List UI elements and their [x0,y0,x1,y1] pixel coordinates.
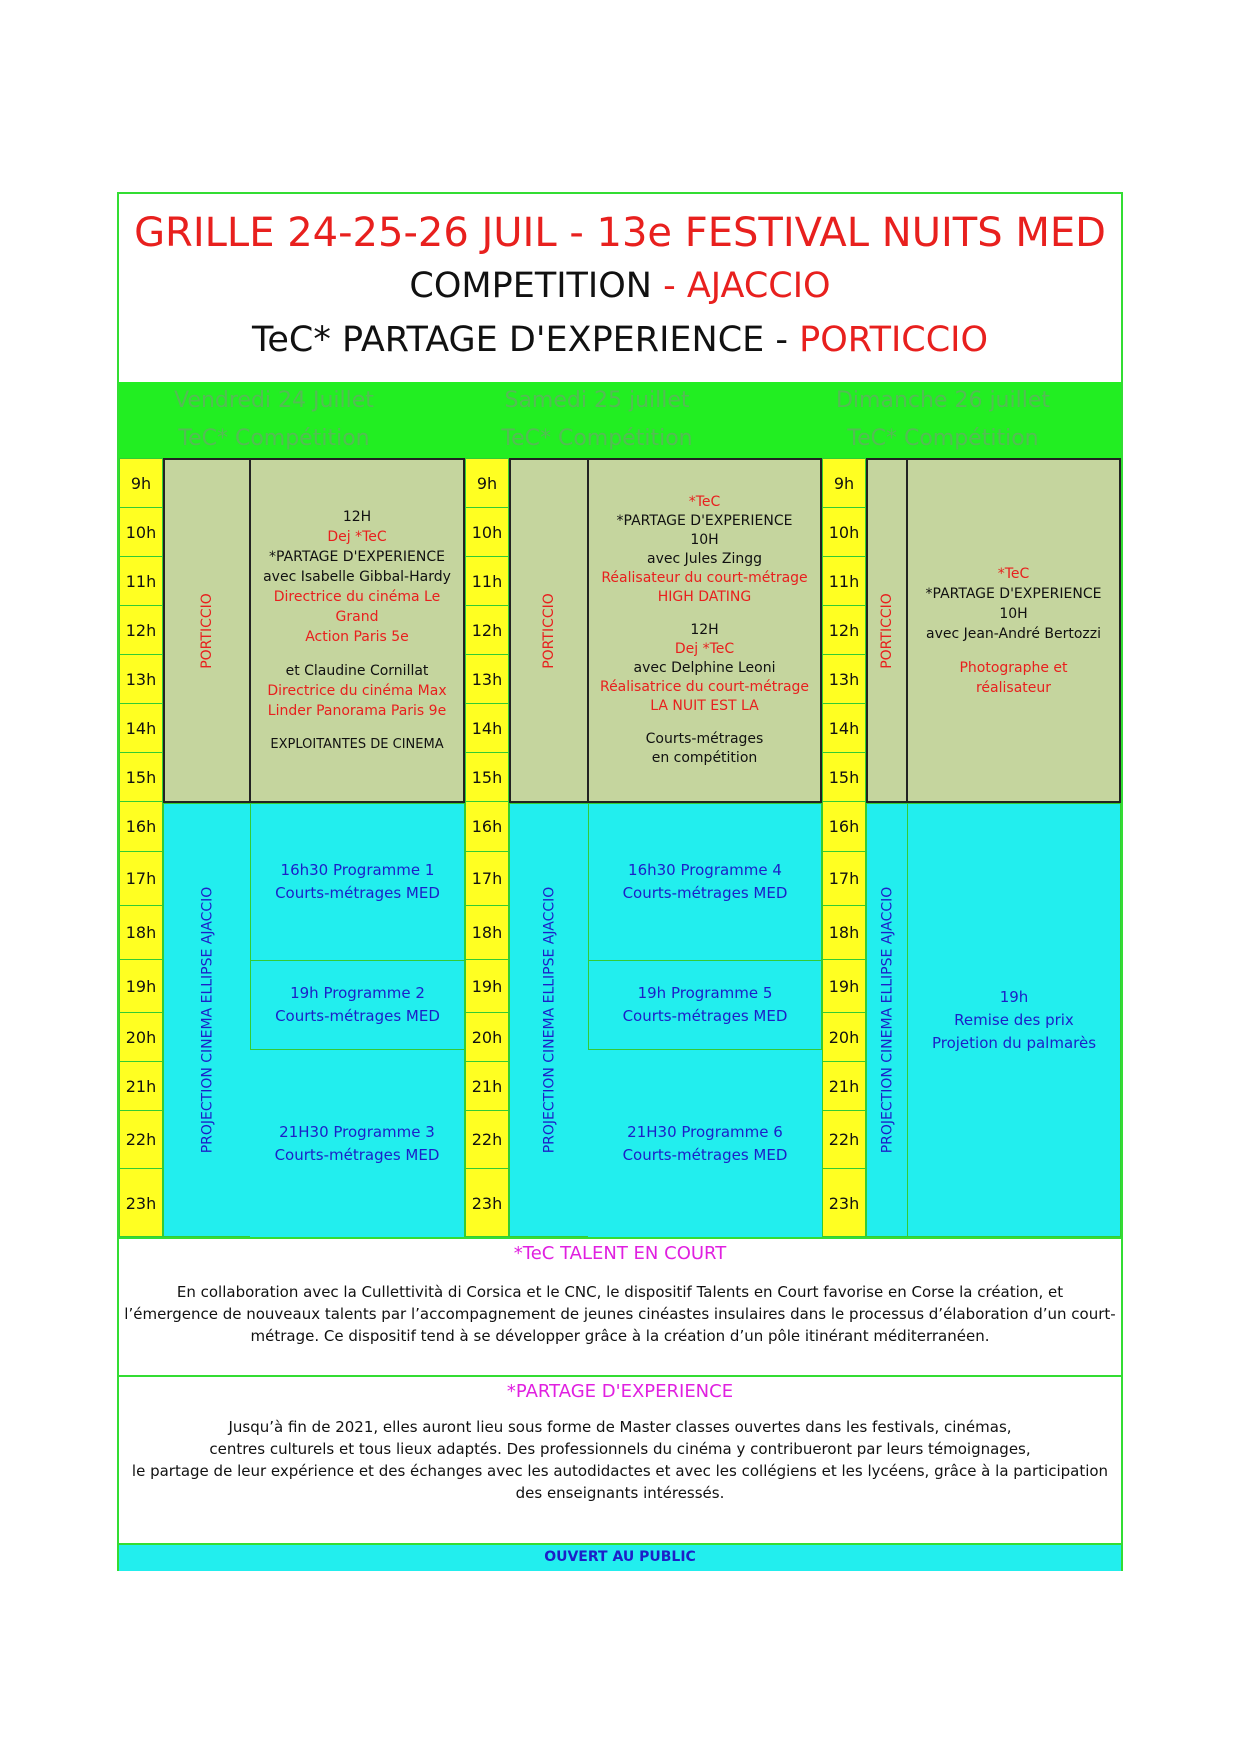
friday-venue-porticcio: PORTICCIO [163,458,251,803]
friday-programme-3: 21H30 Programme 3 Courts-métrages MED [250,1050,465,1237]
friday-venue-projection: PROJECTION CINEMA ELLIPSE AJACCIO [163,803,251,1237]
friday-partage-block: 12H Dej *TeC *PARTAGE D'EXPERIENCE avec Isabelle Gibbal-Hardy Directrice du cinéma Le Grand Action Paris 5e et Claudine Cornillat Directrice du cinéma Max Linder Panorama Paris 9e EXPLOITANTES DE CINEMA [249,458,465,803]
friday-programme-2: 19h Programme 2 Courts-métrages MED [250,960,465,1050]
talent-heading: *TeC TALENT EN COURT [513,1243,727,1264]
sunday-partage-block: *TeC *PARTAGE D'EXPERIENCE 10H avec Jean-André Bertozzi Photographe et réalisateur [906,458,1121,803]
saturday-programme-5: 19h Programme 5 Courts-métrages MED [588,960,822,1050]
schedule-frame [117,192,1123,1571]
day-header-friday: Vendredi 24 Juillet TeC* Compétition [174,388,374,451]
day-header-saturday: Samedi 25 juillet TeC* Compétition [501,388,693,451]
hours-column-saturday: 9h 10h 11h 12h 13h 14h 15h 16h 17h 18h 19h 20h 21h 22h 23h [465,458,509,1237]
sunday-venue-porticcio: PORTICCIO [866,458,908,803]
subtitle-competition: COMPETITION - AJACCIO [409,266,831,306]
talent-en-court-section: *TeC TALENT EN COURT En collaboration avec la Cullettività di Corsica et le CNC, le dispositif Talents en Court favorise en Corse la création, et l’émergence de nouveaux talents par l’accompagnement de jeunes cinéastes insulaires dans le processus d’élaboration d’un court- métrage. Ce dispositif tend à se développer grâce à la création d’un pôle itinérant méditerranéen. [119,1237,1121,1377]
partage-heading: *PARTAGE D'EXPERIENCE [506,1381,734,1402]
partage-experience-section: *PARTAGE D'EXPERIENCE Jusqu’à fin de 2021, elles auront lieu sous forme de Master classes ouvertes dans les festivals, cinémas, centres culturels et tous lieux adaptés. Des professionnels du cinéma y contribueront par leurs témoignages, le partage de leur expérience et des échanges avec les autodidactes et avec les collégiens et les lycéens, grâce à la participation des enseignants intéressés. [119,1375,1121,1545]
day-header-sunday: Dimanche 26 juillet TeC* Compétition [835,388,1051,451]
subtitle-partage: TeC* PARTAGE D'EXPERIENCE - PORTICCIO [251,320,989,360]
saturday-venue-projection: PROJECTION CINEMA ELLIPSE AJACCIO [509,803,589,1237]
main-title: GRILLE 24-25-26 JUIL - 13e FESTIVAL NUITS MED [134,210,1106,256]
saturday-programme-6: 21H30 Programme 6 Courts-métrages MED [588,1050,822,1237]
sunday-venue-projection: PROJECTION CINEMA ELLIPSE AJACCIO [866,803,908,1237]
day-header-band [119,382,1121,458]
saturday-venue-porticcio: PORTICCIO [509,458,589,803]
hours-column-friday: 9h 10h 11h 12h 13h 14h 15h 16h 17h 18h 19h 20h 21h 22h 23h [119,458,163,1237]
sunday-award-ceremony: 19h Remise des prix Projetion du palmarès [907,803,1121,1237]
friday-programme-1: 16h30 Programme 1 Courts-métrages MED [250,803,465,961]
saturday-programme-4: 16h30 Programme 4 Courts-métrages MED [588,803,822,961]
saturday-partage-block: *TeC *PARTAGE D'EXPERIENCE 10H avec Jules Zingg Réalisateur du court-métrage HIGH DATING 12H Dej *TeC avec Delphine Leoni Réalisatrice du court-métrage LA NUIT EST LA Courts-métrages en compétition [587,458,822,803]
hours-column-sunday: 9h 10h 11h 12h 13h 14h 15h 16h 17h 18h 19h 20h 21h 22h 23h [822,458,866,1237]
open-to-public-banner: OUVERT AU PUBLIC [119,1543,1121,1571]
